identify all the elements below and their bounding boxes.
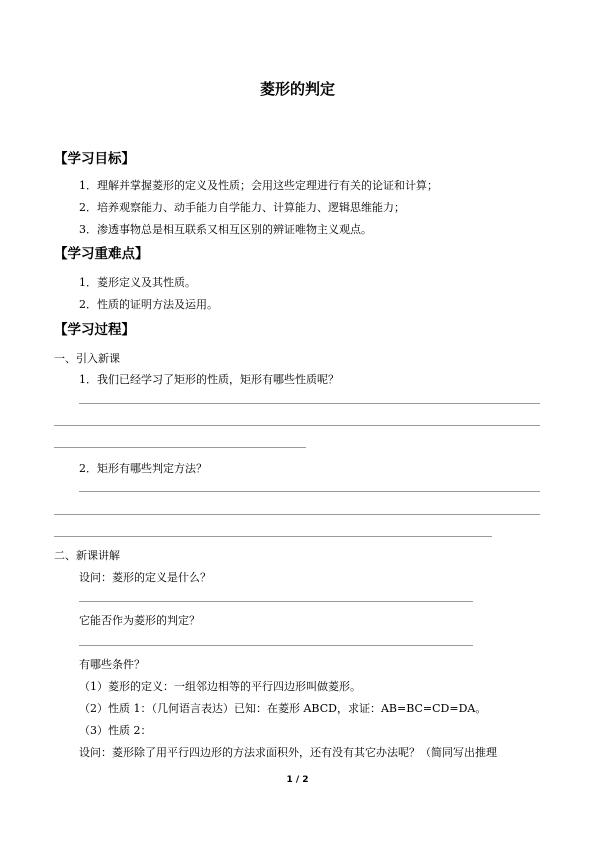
page-number: 1 / 2 [286,775,309,785]
goals-heading: 【学习目标】 [54,151,135,167]
process-heading: 【学习过程】 [54,322,135,338]
answer-line [79,645,473,646]
part2-line-5: （2）性质 1：（几何语言表达）已知：在菱形 ABCD，求证：AB=BC=CD=DA。 [79,702,487,715]
answer-line [79,491,540,492]
part2-line-3: 有哪些条件？ [79,658,145,671]
answer-line [79,601,473,602]
keypoint-item-2: 2．性质的证明方法及运用。 [79,298,218,311]
keypoint-item-1: 1．菱形定义及其性质。 [79,276,196,289]
goal-item-1: 1．理解并掌握菱形的定义及性质；会用这些定理进行有关的论证和计算； [79,179,438,192]
goal-item-2: 2．培养观察能力、动手能力自学能力、计算能力、逻辑思维能力； [79,201,405,214]
answer-line [79,403,540,404]
question-2: 2．矩形有哪些判定方法？ [79,462,207,475]
question-1: 1．我们已经学习了矩形的性质，矩形有哪些性质呢？ [79,373,339,386]
part2-line-4: （1）菱形的定义：一组邻边相等的平行四边形叫做菱形。 [79,680,361,693]
answer-line [54,425,540,426]
answer-line [54,536,492,537]
answer-line [54,447,306,448]
part2-line-6: （3）性质 2： [79,724,152,737]
part2-line-2: 它能否作为菱形的判定？ [79,614,200,627]
keypoints-heading: 【学习重难点】 [54,246,149,262]
answer-line [54,514,540,515]
goal-item-3: 3．渗透事物总是相互联系又相互区别的辨证唯物主义观点。 [79,223,372,236]
part1-heading: 一、引入新课 [54,352,120,365]
part2-line-1: 设问：菱形的定义是什么？ [79,571,211,584]
page-title: 菱形的判定 [259,80,335,98]
part2-line-7: 设问：菱形除了用平行四边形的方法求面积外，还有没有其它办法呢？（简同写出推理 [79,746,497,759]
part2-heading: 二、新课讲解 [54,549,120,562]
